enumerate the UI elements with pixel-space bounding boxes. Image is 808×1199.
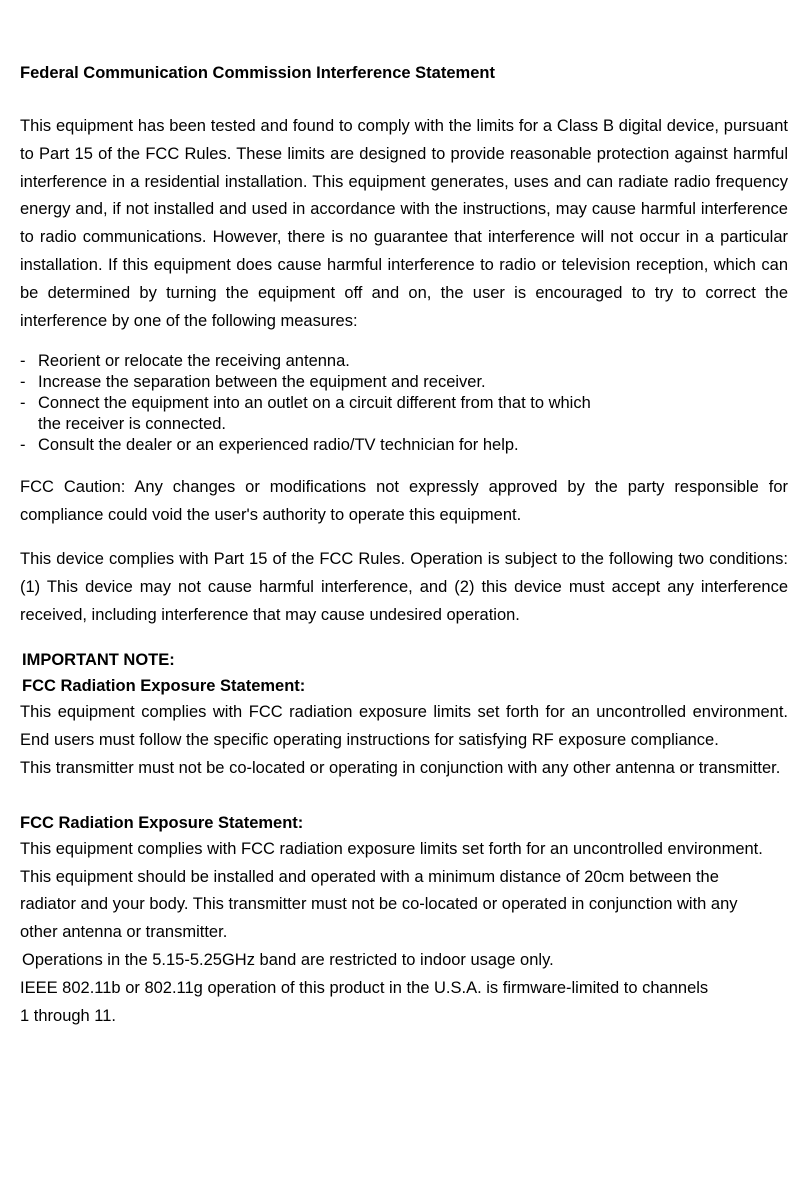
list-dash: - (20, 352, 26, 371)
part15-conditions: This device complies with Part 15 of the FCC Rules. Operation is subject to the following two conditions: (1) This device may not cause harmful interference, and (2) this device must accept any interference received, including interference that may cause undesired operation. (20, 549, 788, 624)
channels-note: IEEE 802.11b or 802.11g operation of this product in the U.S.A. is firmware-limited to channels 1 through 11. (20, 978, 709, 1025)
important-note-body-transmitter: This transmitter must not be co-located or operating in conjunction with any other antenna or transmitter. (20, 758, 781, 777)
measures-list (20, 351, 788, 456)
fcc-interference-body: This equipment has been tested and found to comply with the limits for a Class B digital device, pursuant to Part 15 of the FCC Rules. These limits are designed to provide reasonable protection against harmful interference in a residential installation. This equipment generates, uses and can radiate radio frequency energy and, if not installed and used in accordance with the instructions, may cause harmful interference to radio communications. However, there is no guarantee that interference will not occur in a particular installation. If this equipment does cause harmful interference to radio or television reception, which can be determined by turning the equipment off and on, the user is encouraged to try to correct the interference by one of the following measures: (20, 117, 788, 330)
measure-text: Consult the dealer or an experienced radio/TV technician for help. (38, 436, 519, 455)
fcc-caution: FCC Caution: Any changes or modifications not expressly approved by the party responsible for compliance could void the user's authority to operate this equipment. (20, 478, 788, 525)
spacer (20, 86, 788, 113)
measure-text: Increase the separation between the equipment and receiver. (38, 373, 486, 392)
band-note: Operations in the 5.15-5.25GHz band are restricted to indoor usage only. (22, 950, 554, 969)
important-note-heading: IMPORTANT NOTE: (22, 651, 175, 670)
document-page (20, 60, 788, 1030)
spacer (20, 335, 788, 351)
list-dash: - (20, 373, 26, 392)
list-dash: - (20, 436, 26, 455)
important-note-body: This equipment complies with FCC radiation exposure limits set forth for an uncontrolled environment. End users must follow the specific operating instructions for satisfying RF exposure compliance. (20, 703, 788, 750)
important-note-subheading: FCC Radiation Exposure Statement: (22, 677, 306, 696)
spacer (20, 629, 788, 647)
spacer (20, 456, 788, 474)
list-dash: - (20, 394, 26, 413)
radiation-exposure-heading: FCC Radiation Exposure Statement: (20, 813, 304, 832)
radiation-exposure-body: This equipment complies with FCC radiation exposure limits set forth for an uncontrolled environment. This equipment should be installed and operated with a minimum distance of 20cm between the radiator and your body. This transmitter must not be co-located or operated in conjunction with any other antenna or transmitter. (20, 839, 763, 942)
measure-text: Reorient or relocate the receiving antenna. (38, 352, 350, 371)
spacer (20, 530, 788, 546)
spacer (20, 783, 788, 810)
measure-text: Connect the equipment into an outlet on a circuit different from that to which the receiver is connected. (38, 394, 591, 434)
list-item (20, 393, 598, 435)
fcc-interference-heading: Federal Communication Commission Interference Statement (20, 64, 495, 82)
list-item (20, 435, 788, 456)
list-item (20, 372, 788, 393)
list-item (20, 351, 788, 372)
